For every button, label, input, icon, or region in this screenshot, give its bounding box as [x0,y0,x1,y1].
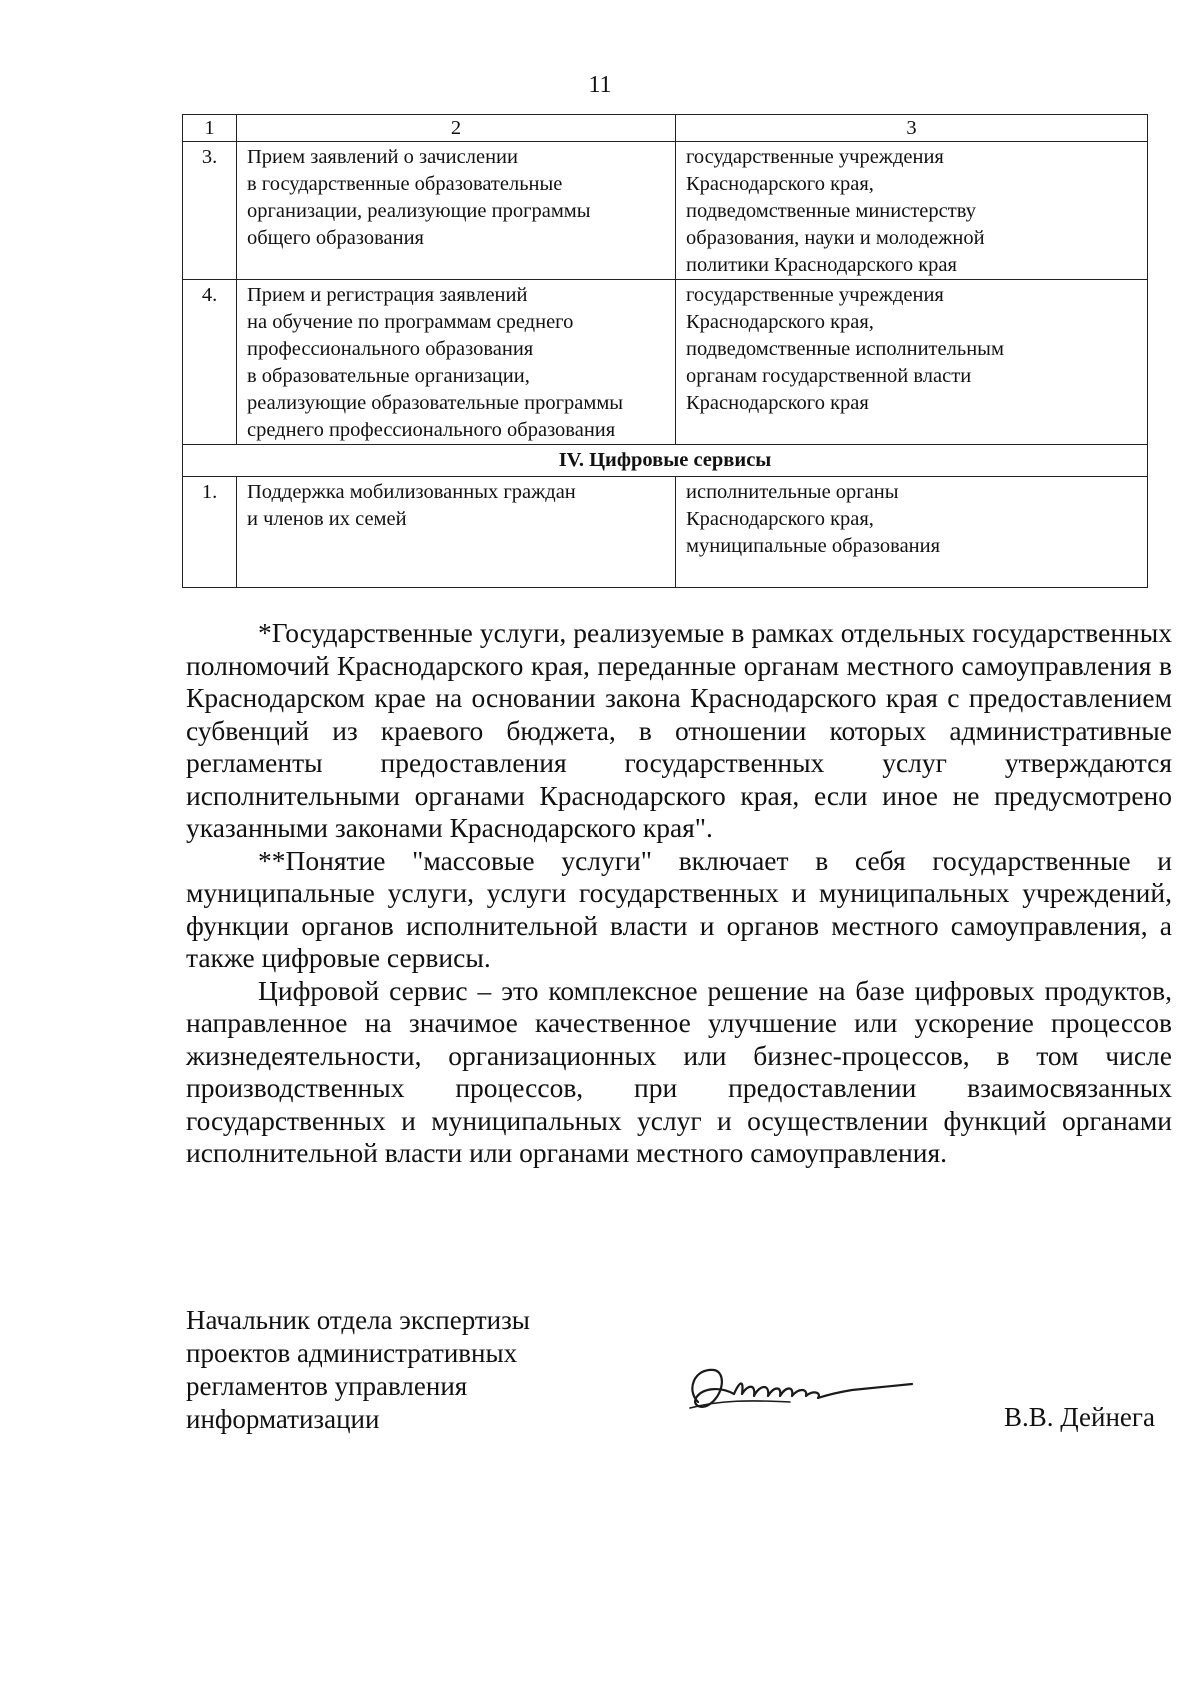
provider-cell [676,142,1148,280]
table-header-row [183,115,1148,142]
signatory-position [186,1304,586,1436]
service-text: в государственные образовательные [247,173,563,195]
provider-text: органам государственной власти [686,365,972,387]
position-line: Начальник отдела экспертизы [186,1305,530,1335]
signatory-name: В.В. Дейнега [1004,1402,1155,1432]
provider-text: Краснодарского края, [686,508,874,530]
service-text: Поддержка мобилизованных граждан [247,481,576,503]
position-line: регламентов управления [186,1371,468,1401]
provider-text: подведомственные исполнительным [686,338,1004,360]
table-row [183,280,1148,445]
table-row [183,142,1148,280]
provider-text: Краснодарского края, [686,311,874,333]
provider-text: Краснодарского края [686,392,869,414]
handwritten-signature [680,1350,920,1420]
row-number: 1. [183,477,237,588]
service-text: и членов их семей [247,508,407,530]
service-text: общего образования [247,227,424,249]
provider-text: Краснодарского края, [686,173,874,195]
column-header: 2 [237,115,676,142]
page-number: 11 [588,72,612,98]
service-cell [237,142,676,280]
footnote-paragraph: **Понятие "массовые услуги" включает в себя государственные и муниципальные услуги, услуги государственных и муниципальных учреждений, функции органов исполнительной власти и органов местного самоуправления, а также цифровые сервисы. [186,844,1172,973]
column-header: 1 [183,115,237,142]
position-line: информатизации [186,1404,380,1434]
footnote-paragraph: Цифровой сервис – это комплексное решение на базе цифровых продуктов, направленное на значимое качественное улучшение или ускорение процессов жизнедеятельности, организационных или бизнес-процессов, в том числе производственных процессов, при предоставлении взаимосвязанных государственных и муниципальных услуг и осуществлении функций органами исполнительной власти или органами местного самоуправления. [186,974,1172,1168]
provider-text: образования, науки и молодежной [686,227,985,249]
service-cell [237,280,676,445]
service-text: организации, реализующие программы [247,200,591,222]
table-row [183,477,1148,588]
service-text: профессионального образования [247,338,534,360]
provider-cell [676,477,1148,588]
section-title: IV. Цифровые сервисы [183,445,1148,477]
provider-text: политики Краснодарского края [686,254,957,276]
service-text: реализующие образовательные программы [247,392,624,414]
services-table [182,114,1148,588]
provider-text: исполнительные органы [686,481,899,503]
service-text: Прием и регистрация заявлений [247,284,528,306]
row-number: 3. [183,142,237,280]
footnotes [186,617,1172,1170]
provider-cell [676,280,1148,445]
provider-text: государственные учреждения [686,284,944,306]
provider-text: государственные учреждения [686,146,944,168]
footnote-paragraph: *Государственные услуги, реализуемые в рамках отдельных государственных полномочий Краснодарского края, переданные органам местного самоуправления в Краснодарском крае на основании закона Краснодарского края с предоставлением субвенций из краевого бюджета, в отношении которых административные регламенты предоставления государственных услуг утверждаются исполнительными органами Краснодарского края, если иное не предусмотрено указанными законами Краснодарского края". [186,617,1172,843]
position-line: проектов административных [186,1338,518,1368]
row-number: 4. [183,280,237,445]
column-header: 3 [676,115,1148,142]
service-text: Прием заявлений о зачислении [247,146,518,168]
service-text: в образовательные организации, [247,365,530,387]
provider-text: подведомственные министерству [686,200,976,222]
service-text: среднего профессионального образования [247,419,616,441]
provider-text: муниципальные образования [686,535,941,557]
section-heading-row [183,445,1148,477]
service-text: на обучение по программам среднего [247,311,574,333]
service-cell [237,477,676,588]
